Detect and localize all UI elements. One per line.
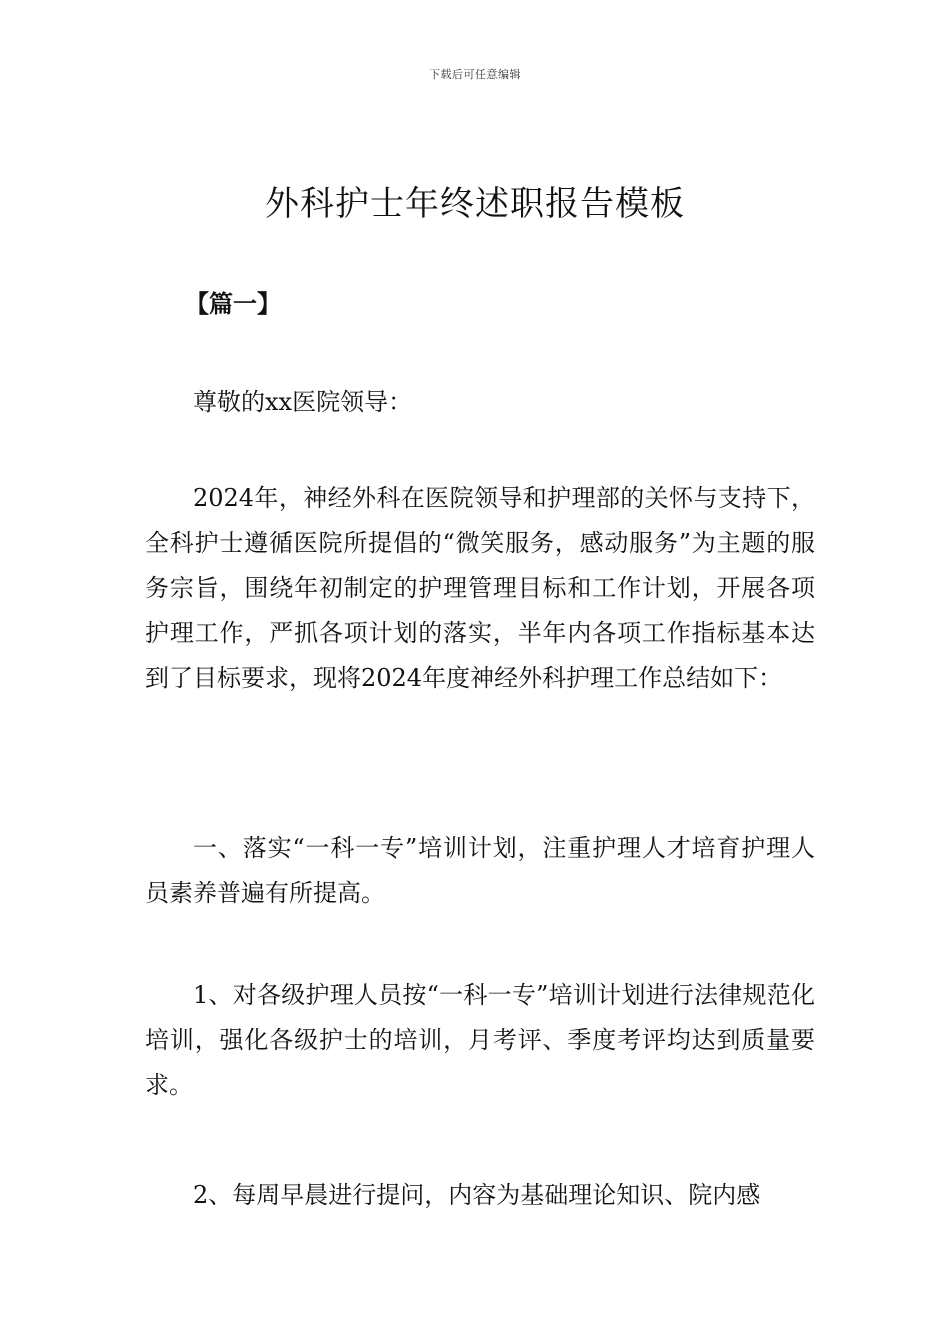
list-item-1: 1、对各级护理人员按“一科一专”培训计划进行法律规范化培训，强化各级护士的培训，月考评、季度考评均达到质量要求。 [145, 981, 815, 1099]
section-heading-1: 一、落实“一科一专”培训计划，注重护理人才培育护理人员素养普遍有所提高。 [145, 834, 815, 907]
intro-paragraph: 2024年，神经外科在医院领导和护理部的关怀与支持下，全科护士遵循医院所提倡的“微笑服务，感动服务”为主题的服务宗旨，围绕年初制定的护理管理目标和工作计划，开展各项护理工作，严抓各项计划的落实，半年内各项工作指标基本达到了目标要求，现将2024年度神经外科护理工作总结如下： [145, 484, 815, 692]
download-edit-note: 下载后可任意编辑 [429, 68, 521, 81]
salutation: 尊敬的xx医院领导： [193, 388, 413, 416]
list-item-2: 2、每周早晨进行提问，内容为基础理论知识、院内感 [193, 1181, 761, 1209]
section-tag: 【篇一】 [185, 290, 281, 318]
document-title: 外科护士年终述职报告模板 [265, 184, 685, 224]
